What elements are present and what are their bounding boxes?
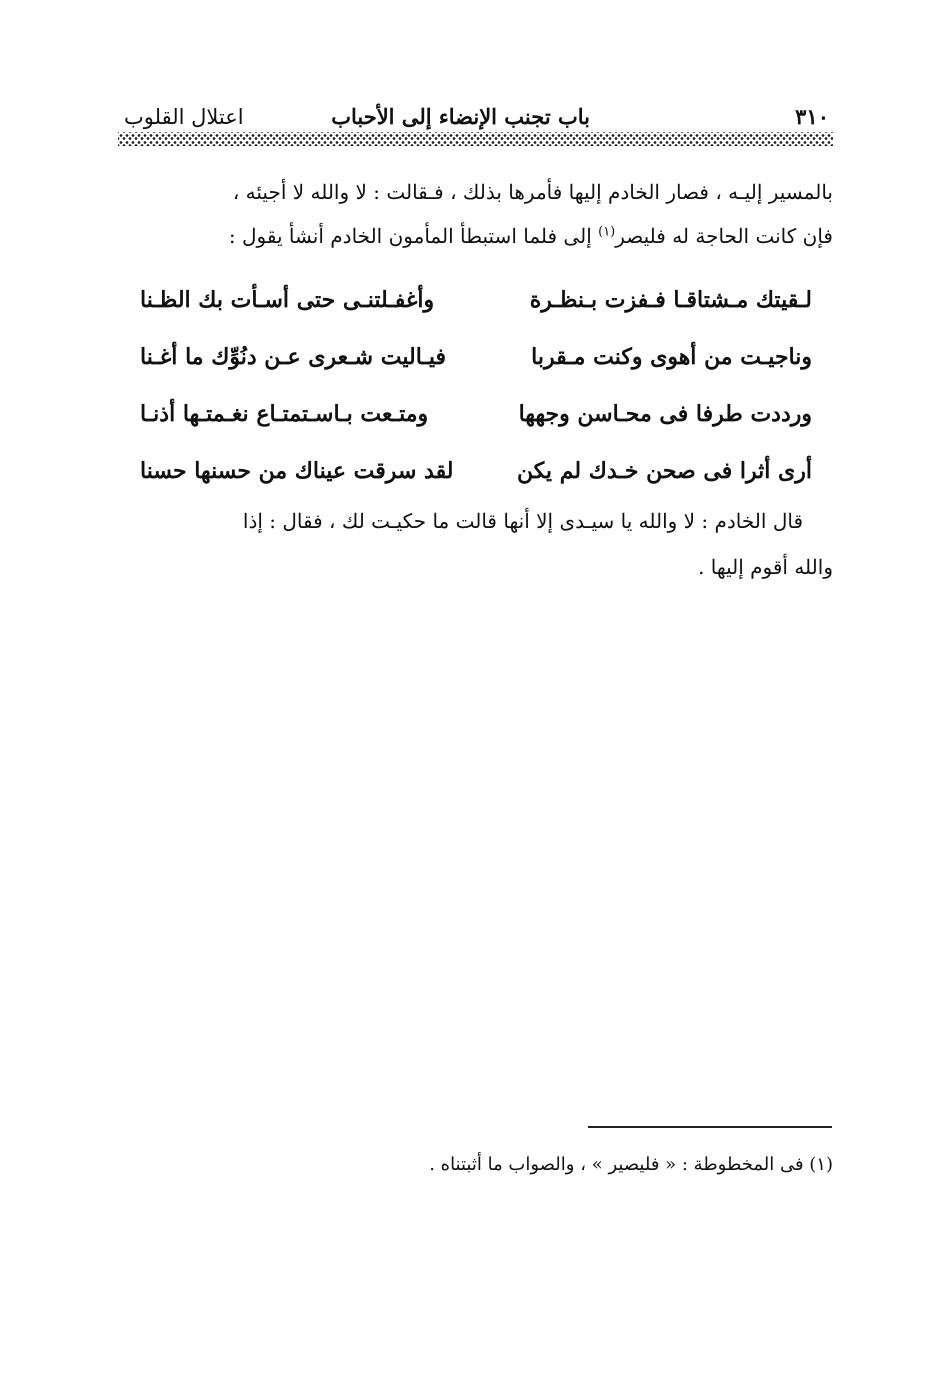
- verse-second-hemistich: فيـاليت شـعرى عـن دنُوِّك ما أغـنا: [140, 344, 447, 370]
- verse: [140, 443, 812, 500]
- verse-second-hemistich: لقد سرقت عيناك من حسنها حسنا: [140, 458, 454, 484]
- paragraph-1: [118, 170, 833, 258]
- verse: [140, 272, 812, 329]
- verse-first-hemistich: ورددت طرفا فى محـاسن وجهها: [518, 401, 812, 427]
- verse: [140, 329, 812, 386]
- footnote-marker[interactable]: (١): [598, 224, 616, 240]
- paragraph-2-line-2: والله أقوم إليها .: [698, 555, 833, 579]
- poem: [140, 272, 812, 500]
- chapter-title: باب تجنب الإنضاء إلى الأحباب: [331, 104, 590, 129]
- paragraph-1-line-2: [118, 214, 833, 258]
- verse-first-hemistich: أرى أثرا فى صحن خـدك لم يكن: [517, 458, 812, 484]
- running-head: [120, 100, 835, 134]
- book-title: اعتلال القلوب: [124, 105, 244, 129]
- verse: [140, 386, 812, 443]
- paragraph-2-line-1: قال الخادم : لا والله يا سيـدى إلا أنها قالت ما حكيـت لك ، فقال : إذا: [242, 509, 803, 533]
- footnote-divider: [588, 1126, 832, 1128]
- verse-second-hemistich: ومتـعت بـاسـتمتـاع نغـمتـها أذنـا: [140, 401, 429, 427]
- page-number: ٣١٠: [795, 104, 829, 129]
- verse-second-hemistich: وأغفـلتنـى حتى أسـأت بك الظـنا: [140, 287, 435, 313]
- paragraph-1-line-1: بالمسير إليـه ، فصار الخادم إليها فأمرها بذلك ، فـقالت : لا والله لا أجيئه ،: [232, 180, 833, 204]
- footnote: (١) فى المخطوطة : « فليصير » ، والصواب ما أثبتناه .: [429, 1154, 833, 1175]
- verse-first-hemistich: لـقيتك مـشتاقـا فـفزت بـنظـرة: [529, 287, 812, 313]
- line-2-before-note: فإن كانت الحاجة له فليصر: [615, 224, 833, 248]
- line-2-after-note: إلى فلما استبطأ المأمون الخادم أنشأ يقول :: [228, 224, 599, 248]
- ornamental-divider: [118, 132, 833, 146]
- paragraph-2: [118, 498, 833, 590]
- verse-first-hemistich: وناجيـت من أهوى وكنت مـقربا: [531, 344, 812, 370]
